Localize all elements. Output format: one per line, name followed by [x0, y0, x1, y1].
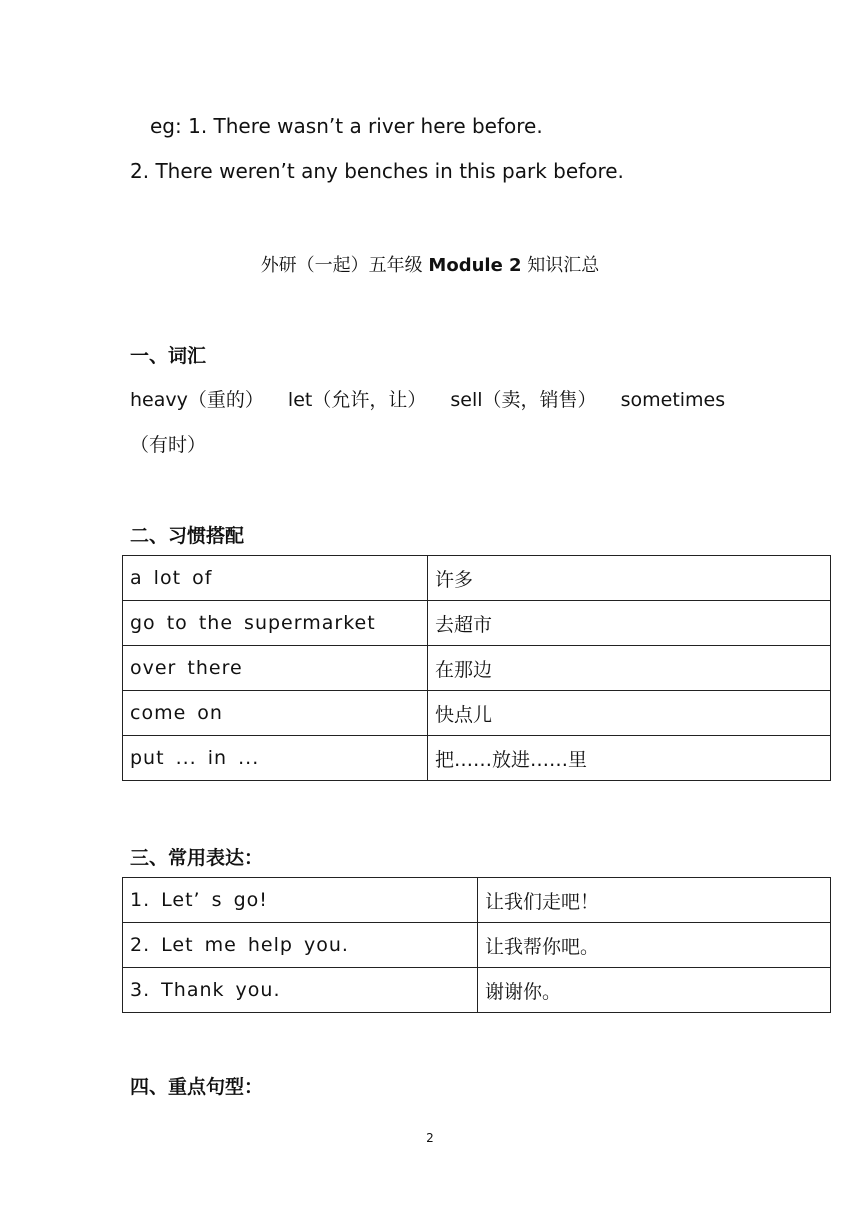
vocab-item: sometimes [620, 389, 726, 411]
table-row [123, 878, 831, 923]
collocation-zh: 快点儿 [428, 691, 831, 736]
collocation-en: over there [123, 646, 428, 691]
vocab-item: heavy（重的） [130, 389, 264, 411]
collocation-zh: 许多 [428, 556, 831, 601]
expression-zh: 让我们走吧！ [478, 878, 831, 923]
page-number: 2 [426, 1131, 434, 1145]
vocab-item: （有时） [130, 434, 207, 456]
example-sentence-1: eg: 1. There wasn’t a river here before. [150, 114, 543, 138]
collocations-heading: 二、习惯搭配 [130, 525, 245, 547]
collocation-zh: 把……放进……里 [428, 736, 831, 781]
table-row [123, 923, 831, 968]
expressions-table [122, 877, 831, 1013]
expression-en: 3. Thank you. [123, 968, 478, 1013]
expression-en: 2. Let me help you. [123, 923, 478, 968]
expression-zh: 让我帮你吧。 [478, 923, 831, 968]
table-row [123, 646, 831, 691]
table-row [123, 601, 831, 646]
title-module: Module 2 [428, 255, 522, 276]
collocations-table [122, 555, 831, 781]
title-suffix: 知识汇总 [521, 255, 600, 276]
expressions-heading: 三、常用表达： [130, 847, 264, 869]
table-row [123, 736, 831, 781]
collocation-zh: 在那边 [428, 646, 831, 691]
vocab-item: sell（卖，销售） [450, 389, 597, 411]
vocab-item: let（允许，让） [287, 389, 427, 411]
vocab-heading: 一、词汇 [130, 345, 207, 367]
document-title [0, 251, 860, 277]
collocation-en: go to the supermarket [123, 601, 428, 646]
title-prefix: 外研（一起）五年级 [260, 255, 429, 276]
collocation-en: a lot of [123, 556, 428, 601]
collocation-en: put ... in ... [123, 736, 428, 781]
expression-en: 1. Let’ s go! [123, 878, 478, 923]
table-row [123, 968, 831, 1013]
vocab-line [130, 385, 743, 412]
collocation-en: come on [123, 691, 428, 736]
sentences-heading: 四、重点句型： [130, 1076, 264, 1098]
table-row [123, 556, 831, 601]
collocation-zh: 去超市 [428, 601, 831, 646]
expression-zh: 谢谢你。 [478, 968, 831, 1013]
table-row [123, 691, 831, 736]
example-sentence-2: 2. There weren’t any benches in this park before. [130, 159, 624, 183]
